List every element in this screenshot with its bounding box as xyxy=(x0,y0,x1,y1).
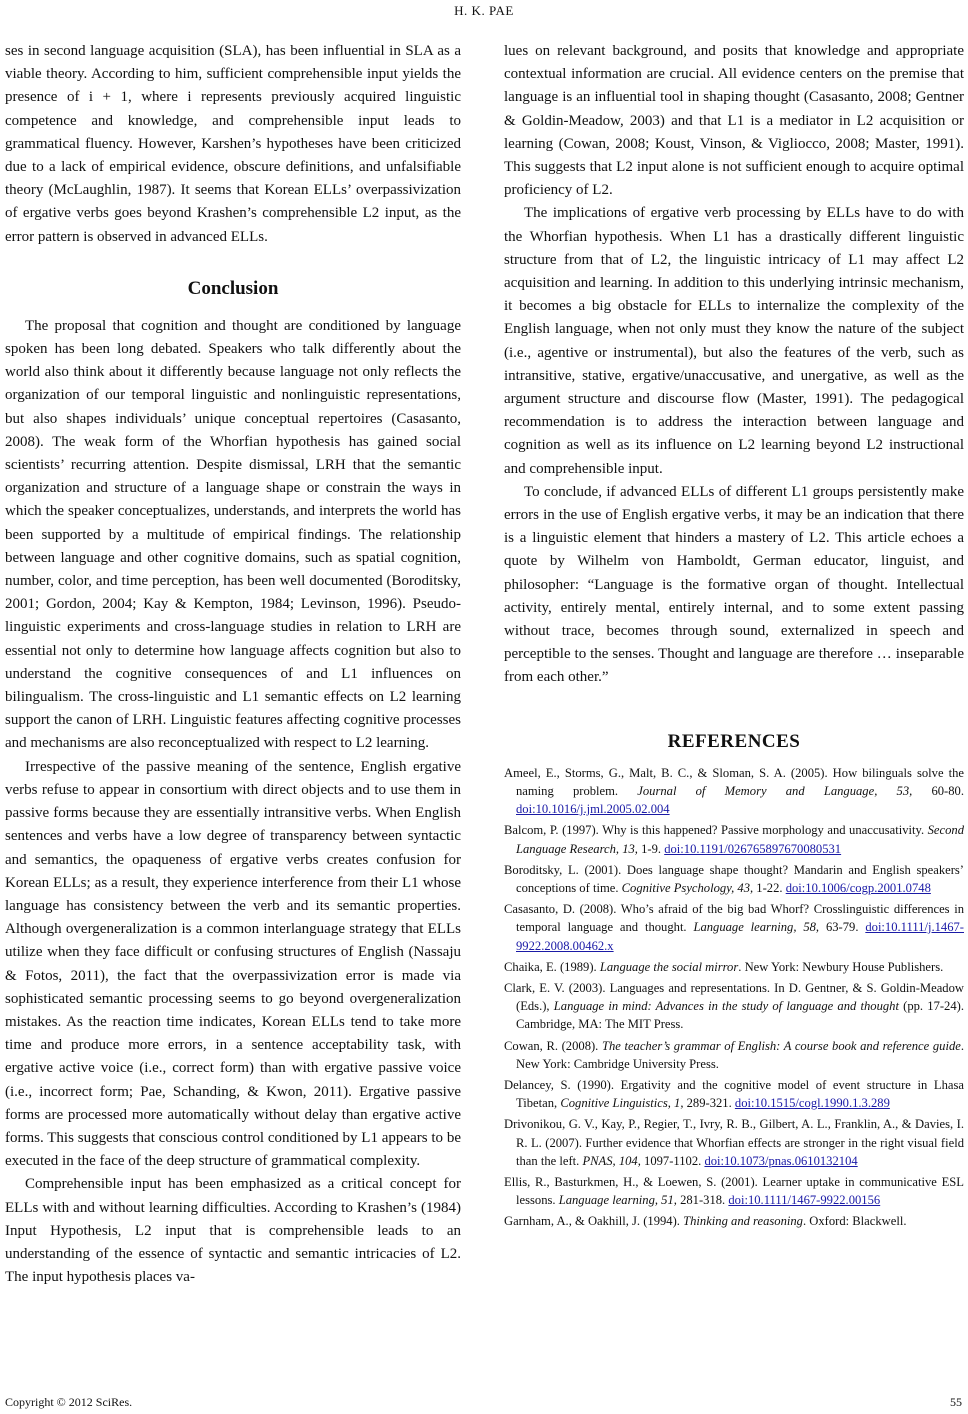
reference-source: Thinking and reasoning xyxy=(683,1214,803,1229)
paragraph: Irrespective of the passive meaning of the sentence, English ergative verbs refuse to appear in consortium with direct objects and to use them in passive forms because they are essentially intransitive verbs. When English sentences and verbs have a low degree of transparency between syntactic and semantics, the opaqueness of ergative verbs creates confusion for Korean ELLs; as a result, they experience interference from their L1 whose language has consistency between the verb and its semantic properties. Although overgeneralization is a common interlanguage strategy that ELLs utilize when they face difficult or confusing structures of English (Nassaju & Fotos, 2011), the fact that the overpassivization error is made via sophisticated semantic processing seems to go beyond overgeneralization mistakes. As the reaction time indicates, Korean ELLs tend to take more time and produce more errors, in a sentence acceptability task, with ergative active voice (i.e., correct form) than with ergative passive voice (i.e., incorrect form; Pae, Schanding, & Kwon, 2011). Ergative passive forms are processed more automatically without delay than ergative active forms. This suggests that conscious control conditioned by L1 appears to be executed in the face of the deep structure of grammatical complexity. xyxy=(5,758,461,1170)
reference-source: Language the social mirror xyxy=(599,959,739,974)
reference-source: Cognitive Linguistics, 1, xyxy=(560,1096,684,1111)
conclusion-heading: Conclusion xyxy=(187,277,279,299)
reference-entry xyxy=(504,1037,964,1073)
doi-link[interactable]: doi:10.1515/cogl.1990.1.3.289 xyxy=(734,1096,890,1111)
reference-text: Ameel, E., Storms, G., Malt, B. C., & Sloman, S. A. (2005). How bilinguals solve the naming problem. xyxy=(504,765,964,798)
doi-link[interactable]: doi:10.1111/1467-9922.00156 xyxy=(728,1193,881,1208)
reference-source: PNAS, 104, xyxy=(582,1153,641,1168)
running-head: H. K. PAE xyxy=(454,3,514,18)
reference-entry xyxy=(504,1115,964,1170)
reference-text: Casasanto, D. (2008). Who’s afraid of the big bad Whorf? Crosslinguistic differences in temporal language and thought. xyxy=(504,902,964,935)
paragraph-continued: lues on relevant background, and posits that knowledge and appropriate contextual information are crucial. All evidence centers on the premise that language is an influential tool in shaping thought (Casasanto, 2008; Gentner & Goldin-Meadow, 2003) and that L1 is a mediator in L2 acquisition or learning (Cowan, 2008; Koust, Vinson, & Vigliocco, 2008; Master, 1991). This suggests that L2 input alone is not sufficient enough to acquire optimal proficiency of L2. xyxy=(504,43,964,199)
reference-source: Language in mind: Advances in the study of language and thought xyxy=(553,999,899,1014)
page-number: 55 xyxy=(950,1395,962,1409)
reference-text: Garnham, A., & Oakhill, J. (1994). xyxy=(504,1214,684,1229)
references-heading: REFERENCES xyxy=(667,730,801,752)
reference-source: Journal of Memory and Language, 53, xyxy=(637,783,913,798)
left-column xyxy=(5,40,461,1289)
reference-entry xyxy=(504,821,964,857)
doi-link[interactable]: doi:10.1191/026765897670080531 xyxy=(664,841,842,856)
reference-entry xyxy=(504,1212,964,1230)
paragraph: The implications of ergative verb processing by ELLs have to do with the Whorfian hypothesis. When L1 has a drastically different linguistic structure from that of L2, the linguistic intricacy of L1 may affect L2 acquisition and learning. In addition to this underlying intrinsic mechanism, it becomes a big obstacle for ELLs to internalize the complexity of the English language, when not only must they know the nature of the subject (i.e., agentive or instrumental), but also the features of the verb, such as intransitive, stative, ergative/unaccusative, and unergative, as well as the argument structure and discourse flow (Master, 1991). The pedagogical recommendation is to address the interaction between language and cognition as well as its influence on L2 learning beyond L2 instructional and comprehensible input. xyxy=(504,205,964,477)
reference-pages: 1097-1102. xyxy=(640,1153,702,1168)
reference-pages: 281-318. xyxy=(676,1193,726,1208)
reference-text: Delancey, S. (1990). Ergativity and the cognitive model of event structure in Lhasa Tibetan, xyxy=(504,1077,964,1111)
reference-pages: 1-9. xyxy=(637,841,662,856)
doi-link[interactable]: doi:10.1073/pnas.0610132104 xyxy=(704,1153,858,1168)
doi-link[interactable]: doi:10.1006/cogp.2001.0748 xyxy=(785,880,931,895)
reference-pages: . New York: Cambridge University Press. xyxy=(516,1038,964,1071)
reference-source: Cognitive Psychology, 43, xyxy=(621,880,754,895)
reference-pages: . New York: Newbury House Publishers. xyxy=(738,959,944,974)
reference-text: Ellis, R., Basturkmen, H., & Loewen, S. (2001). Learner uptake in communicative ESL lessons. xyxy=(504,1174,964,1208)
reference-pages: 63-79. xyxy=(819,920,859,935)
paragraph: The proposal that cognition and thought are conditioned by language spoken has been long debated. Speakers who talk differently about the world also think about it differently because language not only reflects the organization of our temporal linguistic and nonlinguistic representations, but also shapes individuals’ unique conceptual repertoires (Casasanto, 2008). The weak form of the Whorfian hypothesis has gained social scientists’ recurring attention. Despite dismissal, LRH that the semantic organization and structure of a language shape or constrain the ways in which the speaker conceptualizes, understands, and interprets the world has been supported by a multitude of empirical findings. The relationship between language and other cognitive domains, such as spatial cognition, number, color, and time perception, has been well documented (Boroditsky, 2001; Gordon, 2004; Kay & Kempton, 1984; Levinson, 1996). Pseudo-linguistic experiments and cross-language studies in relation to LRH are essential not only to determine how language affects cognition but also to understand the cognitive consequences of and L1 influences on bilingualism. The cross-linguistic and L1 semantic effects on L2 learning support the canon of LRH. Linguistic features affecting cognitive processes and mechanisms are also reconceptualized with respect to L2 learning. xyxy=(5,317,461,752)
reference-list xyxy=(504,764,964,1231)
reference-text: Boroditsky, L. (2001). Does language shape thought? Mandarin and English speakers’ conceptions of time. xyxy=(504,862,964,895)
reference-text: Chaika, E. (1989). xyxy=(504,959,600,974)
reference-pages: 1-22. xyxy=(753,880,783,895)
doi-link[interactable]: doi:10.1111/j.1467-9922.2008.00462.x xyxy=(516,920,964,953)
right-column xyxy=(504,40,964,1234)
reference-source: Second Language Research, 13, xyxy=(516,823,964,856)
paragraph: Comprehensible input has been emphasized as a critical concept for ELLs with and without learning difficulties. According to Krashen’s (1984) Input Hypothesis, L2 input that is comprehensible leads to an understanding of the essence of syntactic and semantic intricacies of L2. The input hypothesis places va- xyxy=(5,1176,461,1286)
paragraph-continued: ses in second language acquisition (SLA), has been influential in SLA as a viable theory. According to him, sufficient comprehensible input yields the presence of i + 1, where i represents previously acquired linguistic competence and knowledge, and comprehensible input leads to grammatical fluency. However, Karshen’s hypotheses have been criticized due to a lack of empirical evidence, obscure definitions, and unfalsifiable theory (McLaughlin, 1987). It seems that Korean ELLs’ overpassivization of ergative verbs goes beyond Krashen’s comprehensible L2 input, as the error pattern is observed in advanced ELLs. xyxy=(5,43,461,245)
reference-entry xyxy=(504,979,964,1034)
reference-pages: 289-321. xyxy=(683,1096,732,1111)
reference-text: Cowan, R. (2008). xyxy=(504,1038,602,1053)
reference-text: Clark, E. V. (2003). Languages and representations. In D. Gentner, & S. Goldin-Meadow (Eds.), xyxy=(504,980,964,1014)
reference-source: Language learning, 51, xyxy=(558,1193,677,1208)
reference-source: Language learning, 58, xyxy=(693,920,820,935)
reference-text: Drivonikou, G. V., Kay, P., Regier, T., Ivry, R. B., Gilbert, A. L., Franklin, A., & Davies, I. R. L. (2007). Further evidence that Whorfian effects are stronger in the right visual field than the left. xyxy=(504,1117,964,1168)
reference-entry xyxy=(504,958,964,976)
reference-pages: . Oxford: Blackwell. xyxy=(802,1214,907,1229)
reference-pages: 60-80. xyxy=(912,783,964,798)
reference-entry xyxy=(504,900,964,955)
reference-source: The teacher’s grammar of English: A course book and reference guide xyxy=(601,1038,961,1053)
doi-link[interactable]: doi:10.1016/j.jml.2005.02.004 xyxy=(516,802,670,817)
reference-pages: (pp. 17-24). Cambridge, MA: The MIT Press. xyxy=(516,999,964,1032)
paragraph: To conclude, if advanced ELLs of different L1 groups persistently make errors in the use of English ergative verbs, it may be an indication that there is a linguistic element that hinders a mastery of L2. This article echoes a quote by Wilhelm von Hamboldt, German educator, linguist, and philosopher: “Language is the formative organ of thought. Intellectual activity, entirely mental, entirely internal, and to some extent passing without trace, becomes through sound, externalized in speech and perceptible to the senses. Thought and language are therefore … inseparable from each other.” xyxy=(504,483,964,686)
reference-entry xyxy=(504,764,964,819)
reference-text: Balcom, P. (1997). Why is this happened? Passive morphology and unaccusativity. xyxy=(504,823,928,838)
reference-entry xyxy=(504,1076,964,1112)
reference-entry xyxy=(504,861,964,897)
reference-entry xyxy=(504,1173,964,1209)
copyright-footer: Copyright © 2012 SciRes. xyxy=(5,1395,133,1409)
